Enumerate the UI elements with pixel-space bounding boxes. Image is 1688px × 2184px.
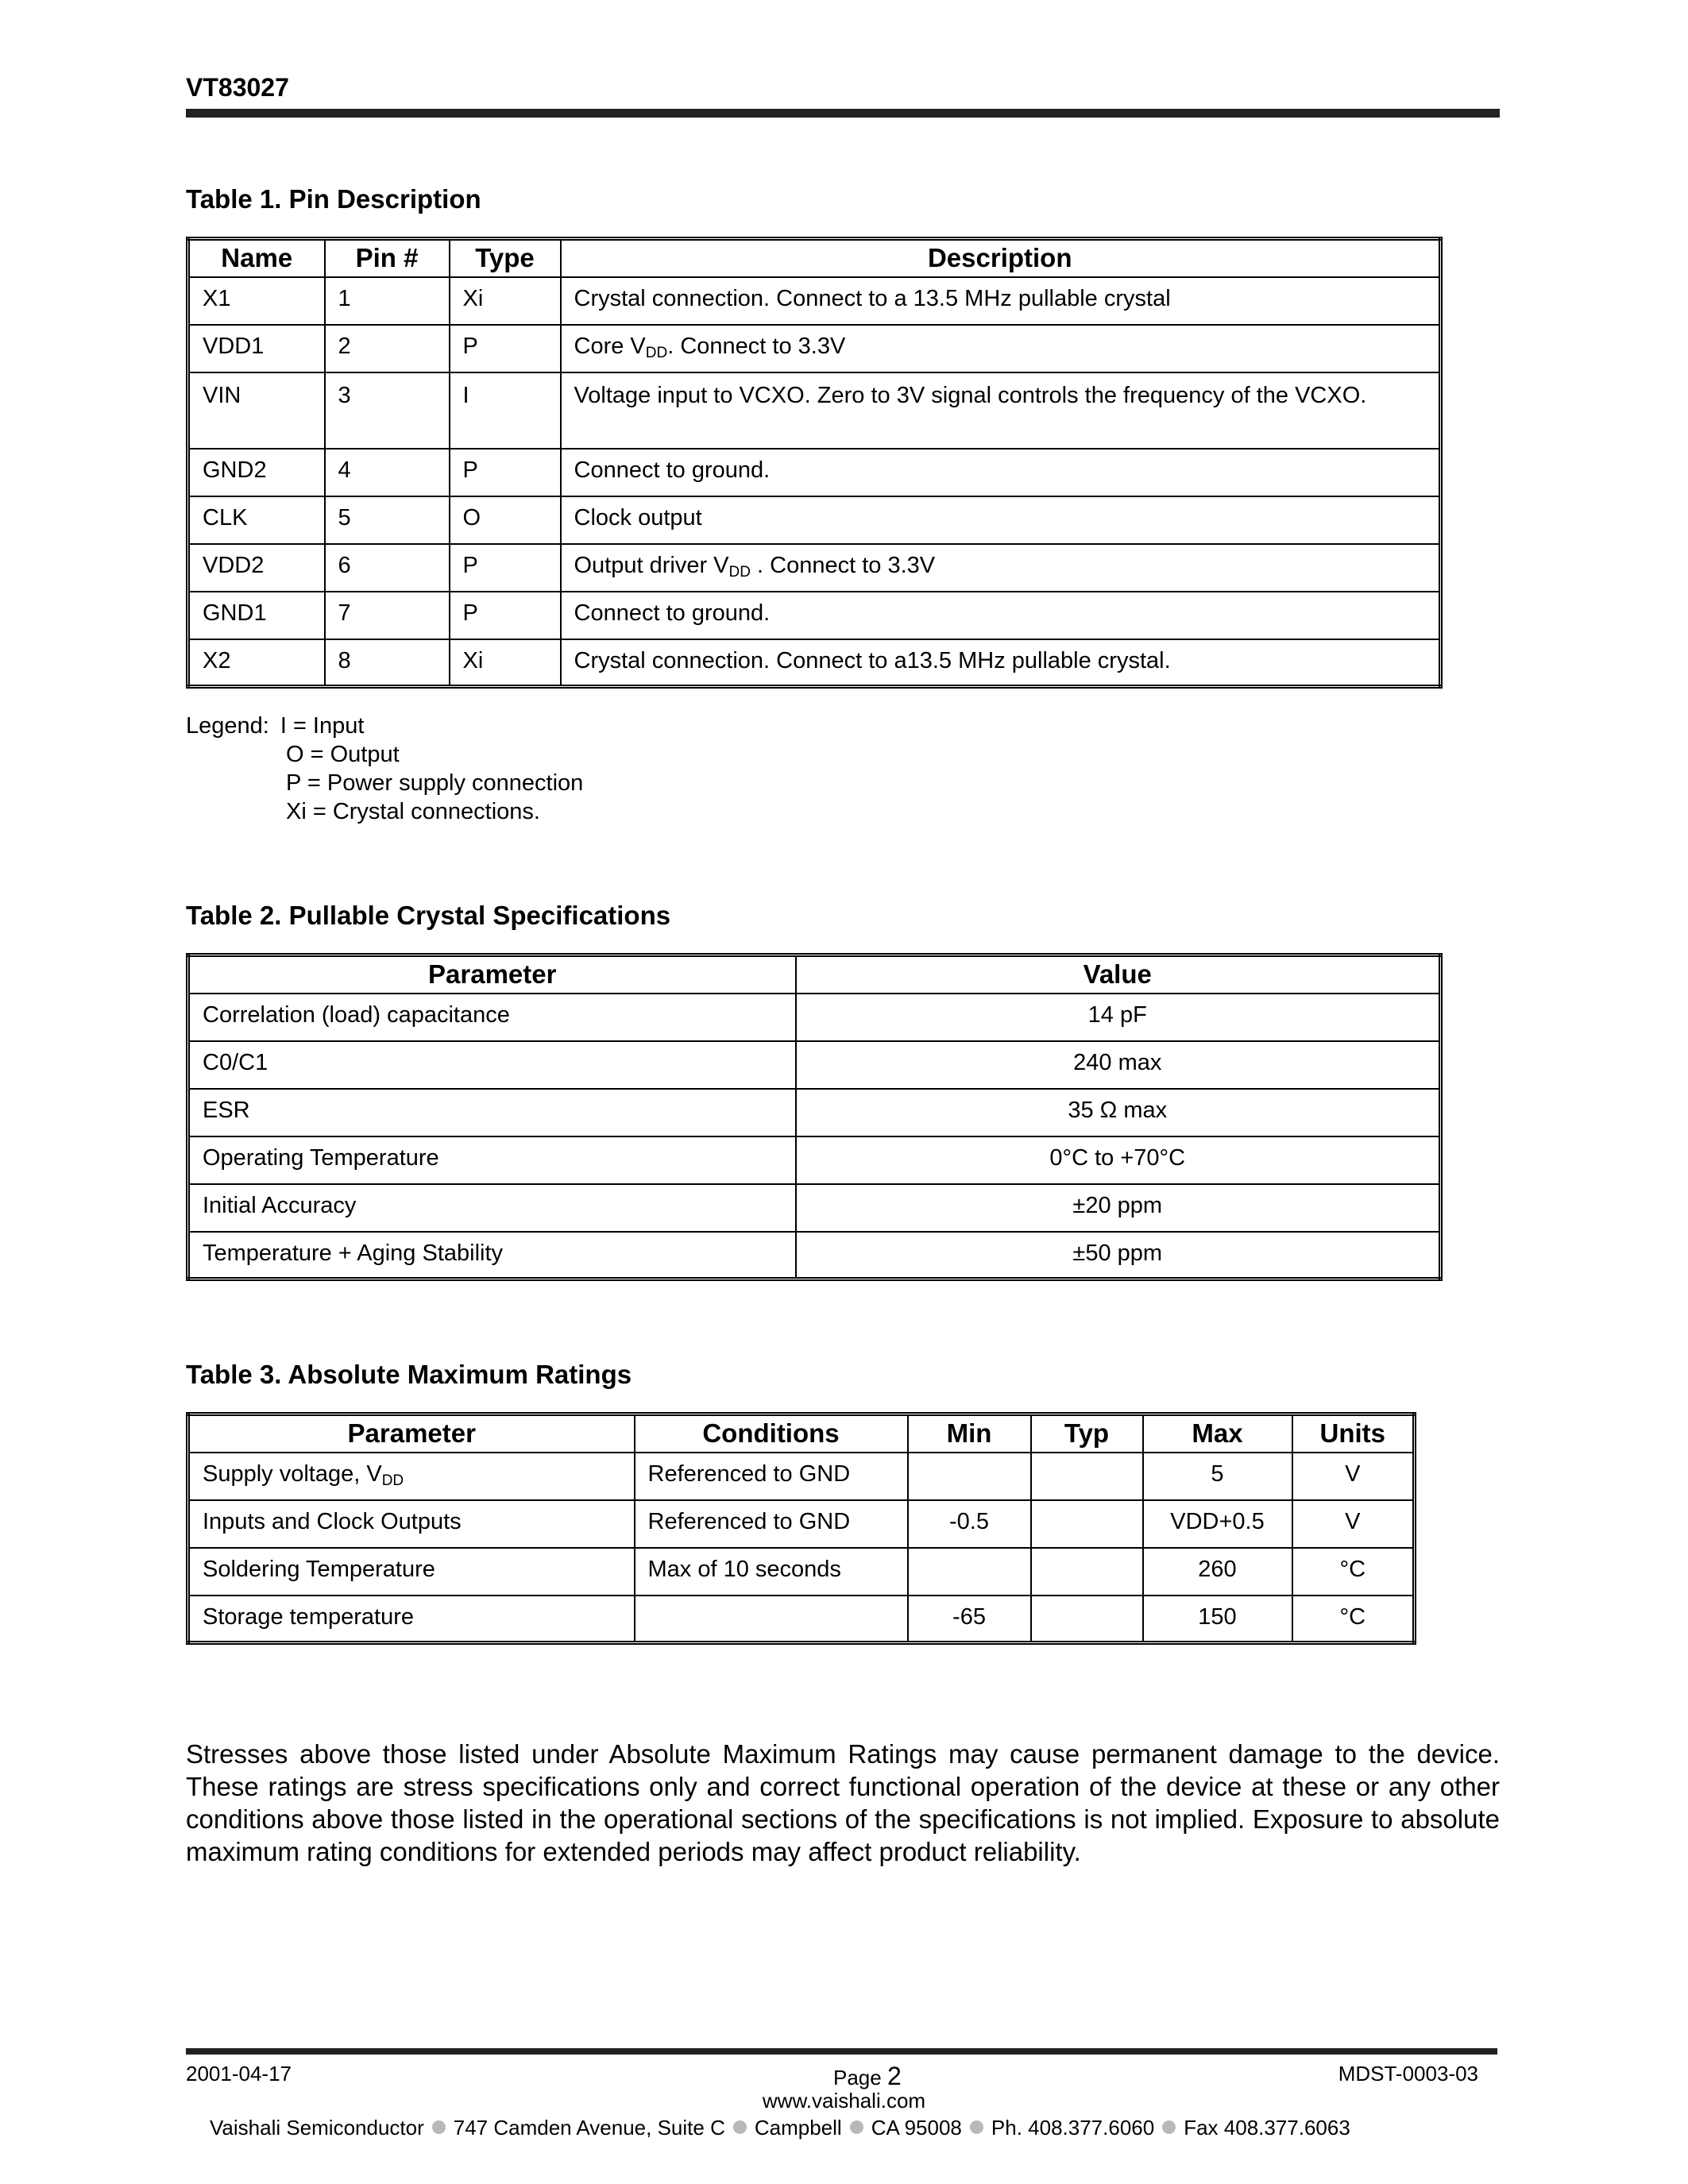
table-row [188, 1184, 1441, 1232]
max-cell: 150 [1143, 1596, 1292, 1643]
desc-text: Output driver V [574, 552, 729, 578]
stress-disclaimer-paragraph: Stresses above those listed under Absolute Maximum Ratings may cause permanent damage to the device. These ratings are stress specifications only and correct functional operation of the device at these or any other conditions above those listed in the operational sections of the specifications is not implied. Exposure to absolute maximum rating conditions for extended periods may affect product reliability. [186, 1739, 1500, 1866]
pin-description: Crystal connection. Connect to a 13.5 MHz pullable crystal [561, 277, 1441, 325]
legend-item: Xi = Crystal connections. [286, 799, 540, 824]
table-row [188, 372, 1441, 449]
table-row [188, 277, 1441, 325]
min-cell [908, 1548, 1031, 1596]
pin-name: X2 [188, 639, 325, 687]
legend [186, 712, 583, 826]
table-row [188, 1089, 1441, 1136]
col-header-typ: Typ [1031, 1414, 1143, 1453]
col-header-description: Description [561, 239, 1441, 277]
absolute-max-ratings-table [186, 1412, 1416, 1645]
col-header-units: Units [1292, 1414, 1415, 1453]
typ-cell [1031, 1453, 1143, 1500]
pin-type: P [450, 592, 561, 639]
pin-number: 3 [325, 372, 450, 449]
pin-name: CLK [188, 496, 325, 544]
table-header-row [188, 1414, 1415, 1453]
pin-type: P [450, 449, 561, 496]
col-header-parameter: Parameter [188, 955, 796, 994]
table-row [188, 1232, 1441, 1279]
footer-address [210, 2116, 1350, 2140]
value-cell: 240 max [796, 1041, 1441, 1089]
max-cell: 5 [1143, 1453, 1292, 1500]
pin-number: 7 [325, 592, 450, 639]
typ-cell [1031, 1596, 1143, 1643]
table3-caption: Table 3. Absolute Maximum Ratings [186, 1360, 632, 1389]
parameter-cell: Initial Accuracy [188, 1184, 796, 1232]
pin-type: Xi [450, 639, 561, 687]
units-cell: V [1292, 1453, 1415, 1500]
subscript: DD [381, 1472, 404, 1489]
desc-text: . Connect to 3.3V [750, 552, 936, 578]
table-row [188, 994, 1441, 1041]
table2-caption: Table 2. Pullable Crystal Specifications [186, 901, 671, 930]
table-row [188, 1548, 1415, 1596]
document-title: VT83027 [186, 73, 289, 102]
table-header-row [188, 955, 1441, 994]
state-zip: CA 95008 [871, 2116, 962, 2140]
legend-item: P = Power supply connection [286, 770, 584, 796]
conditions-cell: Referenced to GND [635, 1453, 908, 1500]
pin-name: VDD2 [188, 544, 325, 592]
street-address: 747 Camden Avenue, Suite C [453, 2116, 725, 2140]
table-row [188, 1500, 1415, 1548]
conditions-cell: Referenced to GND [635, 1500, 908, 1548]
parameter-cell: Storage temperature [188, 1596, 635, 1643]
units-cell: °C [1292, 1596, 1415, 1643]
footer-page [833, 2062, 902, 2091]
max-cell: 260 [1143, 1548, 1292, 1596]
pin-description: Crystal connection. Connect to a13.5 MHz pullable crystal. [561, 639, 1441, 687]
table-row [188, 496, 1441, 544]
pin-type: P [450, 544, 561, 592]
header-rule [186, 109, 1500, 118]
subscript: DD [728, 563, 751, 581]
parameter-cell: Temperature + Aging Stability [188, 1232, 796, 1279]
min-cell: -0.5 [908, 1500, 1031, 1548]
table-row [188, 1041, 1441, 1089]
city: Campbell [754, 2116, 842, 2140]
footer-website-link[interactable]: www.vaishali.com [762, 2089, 926, 2113]
units-cell: °C [1292, 1548, 1415, 1596]
col-header-max: Max [1143, 1414, 1292, 1453]
col-header-conditions: Conditions [635, 1414, 908, 1453]
pin-description: Voltage input to VCXO. Zero to 3V signal controls the frequency of the VCXO. [561, 372, 1441, 449]
table-row [188, 592, 1441, 639]
param-text: Supply voltage, V [203, 1461, 382, 1487]
parameter-cell: Inputs and Clock Outputs [188, 1500, 635, 1548]
value-cell: 0°C to +70°C [796, 1136, 1441, 1184]
table-header-row [188, 239, 1441, 277]
value-cell: ±20 ppm [796, 1184, 1441, 1232]
pin-type: Xi [450, 277, 561, 325]
desc-text: Core V [574, 333, 646, 359]
bullet-dot-icon [1162, 2120, 1176, 2134]
conditions-cell: Max of 10 seconds [635, 1548, 908, 1596]
col-header-pin: Pin # [325, 239, 450, 277]
legend-item: O = Output [286, 742, 400, 767]
pin-name: VIN [188, 372, 325, 449]
table-row [188, 1136, 1441, 1184]
typ-cell [1031, 1548, 1143, 1596]
phone: Ph. 408.377.6060 [991, 2116, 1155, 2140]
col-header-value: Value [796, 955, 1441, 994]
col-header-parameter: Parameter [188, 1414, 635, 1453]
pin-description: Connect to ground. [561, 592, 1441, 639]
conditions-cell [635, 1596, 908, 1643]
pin-number: 8 [325, 639, 450, 687]
bullet-dot-icon [970, 2120, 983, 2134]
footer-doc-id: MDST-0003-03 [1338, 2062, 1478, 2086]
parameter-cell: Soldering Temperature [188, 1548, 635, 1596]
table-row [188, 325, 1441, 372]
table1-caption: Table 1. Pin Description [186, 184, 481, 214]
value-cell: 35 Ω max [796, 1089, 1441, 1136]
page-number: 2 [886, 2062, 902, 2090]
pin-number: 5 [325, 496, 450, 544]
desc-text: . Connect to 3.3V [667, 333, 846, 359]
min-cell: -65 [908, 1596, 1031, 1643]
table-row [188, 639, 1441, 687]
bullet-dot-icon [850, 2120, 863, 2134]
subscript: DD [645, 344, 668, 361]
units-cell: V [1292, 1500, 1415, 1548]
pin-description: Connect to ground. [561, 449, 1441, 496]
value-cell: 14 pF [796, 994, 1441, 1041]
footer-date: 2001-04-17 [186, 2062, 292, 2086]
pin-description-table [186, 237, 1443, 689]
value-cell: ±50 ppm [796, 1232, 1441, 1279]
bullet-dot-icon [432, 2120, 446, 2134]
col-header-name: Name [188, 239, 325, 277]
pin-number: 4 [325, 449, 450, 496]
pin-description [561, 325, 1441, 372]
page-label: Page [833, 2066, 882, 2089]
col-header-type: Type [450, 239, 561, 277]
crystal-spec-table [186, 953, 1443, 1281]
footer-rule [186, 2048, 1497, 2055]
pin-type: O [450, 496, 561, 544]
table-row [188, 544, 1441, 592]
col-header-min: Min [908, 1414, 1031, 1453]
bullet-dot-icon [733, 2120, 747, 2134]
min-cell [908, 1453, 1031, 1500]
pin-name: VDD1 [188, 325, 325, 372]
pin-name: GND2 [188, 449, 325, 496]
pin-number: 2 [325, 325, 450, 372]
fax: Fax 408.377.6063 [1184, 2116, 1350, 2140]
table-row [188, 1596, 1415, 1643]
pin-description: Clock output [561, 496, 1441, 544]
pin-description [561, 544, 1441, 592]
table-row [188, 449, 1441, 496]
parameter-cell [188, 1453, 635, 1500]
max-cell: VDD+0.5 [1143, 1500, 1292, 1548]
table-row [188, 1453, 1415, 1500]
parameter-cell: Operating Temperature [188, 1136, 796, 1184]
legend-item: I = Input [280, 713, 365, 739]
company-name: Vaishali Semiconductor [210, 2116, 424, 2140]
parameter-cell: C0/C1 [188, 1041, 796, 1089]
pin-name: X1 [188, 277, 325, 325]
legend-label: Legend: [186, 713, 269, 739]
parameter-cell: Correlation (load) capacitance [188, 994, 796, 1041]
typ-cell [1031, 1500, 1143, 1548]
pin-name: GND1 [188, 592, 325, 639]
pin-type: I [450, 372, 561, 449]
pin-number: 6 [325, 544, 450, 592]
pin-type: P [450, 325, 561, 372]
parameter-cell: ESR [188, 1089, 796, 1136]
pin-number: 1 [325, 277, 450, 325]
